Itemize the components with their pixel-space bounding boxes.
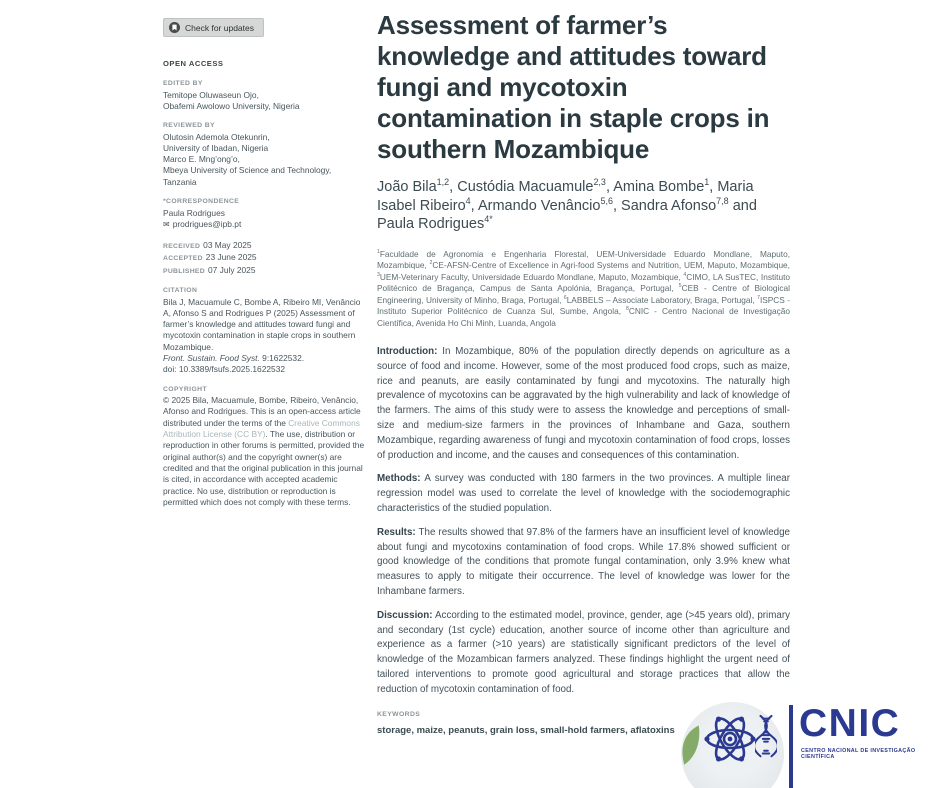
- published-label: PUBLISHED: [163, 267, 205, 275]
- reviewed-by-section: [163, 122, 365, 188]
- dates-section: [163, 240, 365, 277]
- abstract-section-label: Results:: [377, 526, 416, 538]
- citation-section: [163, 287, 365, 376]
- dna-icon: [755, 713, 777, 766]
- reviewer-name: Olutosin Ademola Otekunrin,: [163, 131, 270, 142]
- citation-volume: 9:1622532.: [259, 353, 305, 364]
- abstract-section-label: Introduction:: [377, 346, 438, 357]
- reviewer-affiliation: University of Ibadan, Nigeria: [163, 142, 269, 153]
- affiliation: $^5$CEB - Centre of Biological Engineering, University of Minho, Braga, Portugal,: [377, 283, 790, 305]
- copyright-text: © 2025 Bila, Macuamule, Bombe, Ribeiro, Venâncio, Afonso and Rodrigues. This is an open-access article distributed under the terms of the: [163, 395, 361, 428]
- affiliation: $^1$Faculdade de Agronomia e Engenharia Florestal, UEM-Universidade Eduardo Mondlane, Maputo, Mozambique,: [377, 248, 790, 270]
- correspondence-email[interactable]: prodrigues@ipb.pt: [172, 218, 242, 229]
- envelope-icon: ✉: [163, 219, 170, 229]
- citation-label: CITATION: [163, 287, 198, 295]
- received-date: [163, 240, 365, 252]
- cnic-subtitle: CENTRO NACIONAL DE INVESTIGAÇÃO CIENTÍFICA: [801, 748, 916, 760]
- affiliation: $^7$ISPCS - Instituto Superior Politécnico de Cuanza Sul, Sumbe, Angola,: [377, 294, 790, 316]
- keywords-label: KEYWORDS: [377, 710, 421, 718]
- cnic-logo-emblem: [681, 702, 784, 788]
- published-value: 07 July 2025: [207, 264, 256, 275]
- author: and Paula Rodrigues$^{4*}$: [377, 197, 757, 232]
- citation-doi: doi: 10.3389/fsufs.2025.1622532: [163, 364, 286, 375]
- copyright-label: COPYRIGHT: [163, 385, 208, 393]
- affiliation: $^3$UEM-Veterinary Faculty, Universidade Eduardo Mondlane, Maputo, Mozambique,: [377, 271, 684, 282]
- check-for-updates-label: Check for updates: [185, 22, 254, 33]
- correspondence-label: *CORRESPONDENCE: [163, 198, 240, 206]
- abstract-discussion: Discussion: According to the estimated model, province, gender, age (>45 years old), primary and secondary (1st cycle) education, another source of income other than agriculture and experience as a farmer (>10 years) are statistically significant predictors of the level of knowledge of the Mozambican farmers analyzed. These findings highlight the urgent need of tailored interventions to promote good agricultural and storage practices that allow the reduction of mycotoxin contamination of food.: [377, 609, 790, 695]
- correspondence-section: [163, 198, 365, 230]
- logo-divider-bar: [789, 705, 793, 788]
- author: Sandra Afonso$^{7,8}$: [621, 195, 729, 214]
- affiliation: $^8$CNIC - Centro Nacional de Investigação Científica, Avenida Ho Chi Minh, Luanda, Angola: [377, 306, 790, 328]
- correspondence-name: Paula Rodrigues: [163, 207, 225, 218]
- accepted-label: ACCEPTED: [163, 255, 203, 263]
- abstract-introduction: Introduction: In Mozambique, 80% of the population directly depends on agriculture as a source of food and income. However, some of the most produced food crops, such as maize, rice and peanuts, are easily contaminated by fungi and mycotoxins. The naturally high prevalence of mycotoxins can be aggravated by the high vulnerability and lack of knowledge of the farmers. The aims of this study were to assess the knowledge and perceptions of small-size and medium-size farmers in the provinces of Inhambane and Gaza, southern Mozambique, regarding awareness of fungi and mycotoxin contamination of food crops, losses of production and income, and the causes and consequences of this contamination.: [377, 346, 790, 461]
- abstract-methods: Methods: A survey was conducted with 180 farmers in the two provinces. A multiple linear regression model was used to correlate the level of knowledge with the sociodemographic characteristics of the studied population.: [377, 473, 790, 514]
- reviewed-by-label: REVIEWED BY: [163, 122, 215, 130]
- author: João Bila$^{1,2}$,: [377, 177, 458, 195]
- abstract-section-label: Methods:: [377, 473, 421, 485]
- received-label: RECEIVED: [163, 243, 201, 251]
- reviewer-affiliation: Mbeya University of Science and Technology,: [163, 165, 332, 176]
- reviewer-affiliation: Tanzania: [163, 176, 197, 187]
- affiliation: $^4$CIMO, LA SusTEC, Instituto Politécnico de Bragança, Campus de Santa Apolónia, Bragança, Portugal,: [377, 271, 790, 293]
- reviewer-name: Marco E. Mng’ong’o,: [163, 154, 240, 165]
- article-title: Assessment of farmer’s knowledge and attitudes toward fungi and mycotoxin contamination in staple crops in southern Mozambique: [377, 10, 770, 164]
- editor-affiliation: Obafemi Awolowo University, Nigeria: [163, 100, 300, 111]
- published-date: [163, 265, 365, 277]
- check-for-updates-button[interactable]: [163, 18, 264, 37]
- author: Armando Venâncio$^{5,6}$,: [477, 195, 622, 214]
- article-body: [377, 10, 790, 736]
- author: Maria Isabel Ribeiro$^4$,: [377, 179, 754, 214]
- citation-text: Bila J, Macuamule C, Bombe A, Ribeiro MI, Venâncio A, Afonso S and Rodrigues P (2025) Assessment of farmer’s knowledge and attitudes toward fungi and mycotoxin contamination in staple crops in southern Mozambique.: [163, 296, 361, 352]
- editor-name: Temitope Oluwaseun Ojo,: [163, 89, 259, 100]
- keywords-text: storage, maize, peanuts, grain loss, small-hold farmers, aflatoxins: [377, 724, 675, 736]
- edited-by-label: EDITED BY: [163, 80, 203, 87]
- accepted-value: 23 June 2025: [205, 252, 257, 263]
- atom-icon: [704, 713, 756, 770]
- abstract-section-label: Discussion:: [377, 609, 433, 621]
- author: Custódia Macuamule$^{2,3}$,: [457, 177, 614, 195]
- copyright-text: . The use, distribution or reproduction in other forums is permitted, provided the original author(s) and the copyright owner(s) are credited and that the original publication in this journal is cited, in accordance with accepted academic practice. No use, distribution or reproduction is permitted which does not comply with these terms.: [163, 429, 365, 507]
- received-value: 03 May 2025: [203, 240, 252, 251]
- cnic-wordmark: CNIC: [799, 702, 901, 745]
- crossmark-icon: [169, 22, 180, 33]
- open-access-label: OPEN ACCESS: [163, 59, 224, 68]
- abstract-results: Results: The results showed that 97.8% of the farmers have an insufficient level of knowledge about fungi and mycotoxins contamination of food crops. While 17.8% showed sufficient or good knowledge of the conditions that promote fungal contamination, only 3.9% knew what measures to apply to mitigate their occurrence. The level of knowledge was lower for the Inhambane farmers.: [377, 526, 790, 597]
- accepted-date: [163, 252, 365, 264]
- sidebar: [163, 18, 365, 518]
- copyright-section: [163, 386, 365, 508]
- affiliation: $^2$CE-AFSN-Centre of Excellence in Agri-food Systems and Nutrition, UEM, Maputo, Mozambique,: [429, 260, 790, 270]
- edited-by-section: [163, 80, 365, 112]
- author-list: [377, 178, 789, 234]
- author: Amina Bombe$^1$,: [613, 177, 718, 195]
- affiliation: $^6$LABBELS – Associate Laboratory, Braga, Portugal,: [563, 294, 758, 305]
- cc-by-license-link[interactable]: Creative Commons Attribution License (CC BY): [163, 417, 360, 440]
- citation-journal: Front. Sustain. Food Syst.: [163, 353, 260, 364]
- affiliation-list: [377, 249, 790, 330]
